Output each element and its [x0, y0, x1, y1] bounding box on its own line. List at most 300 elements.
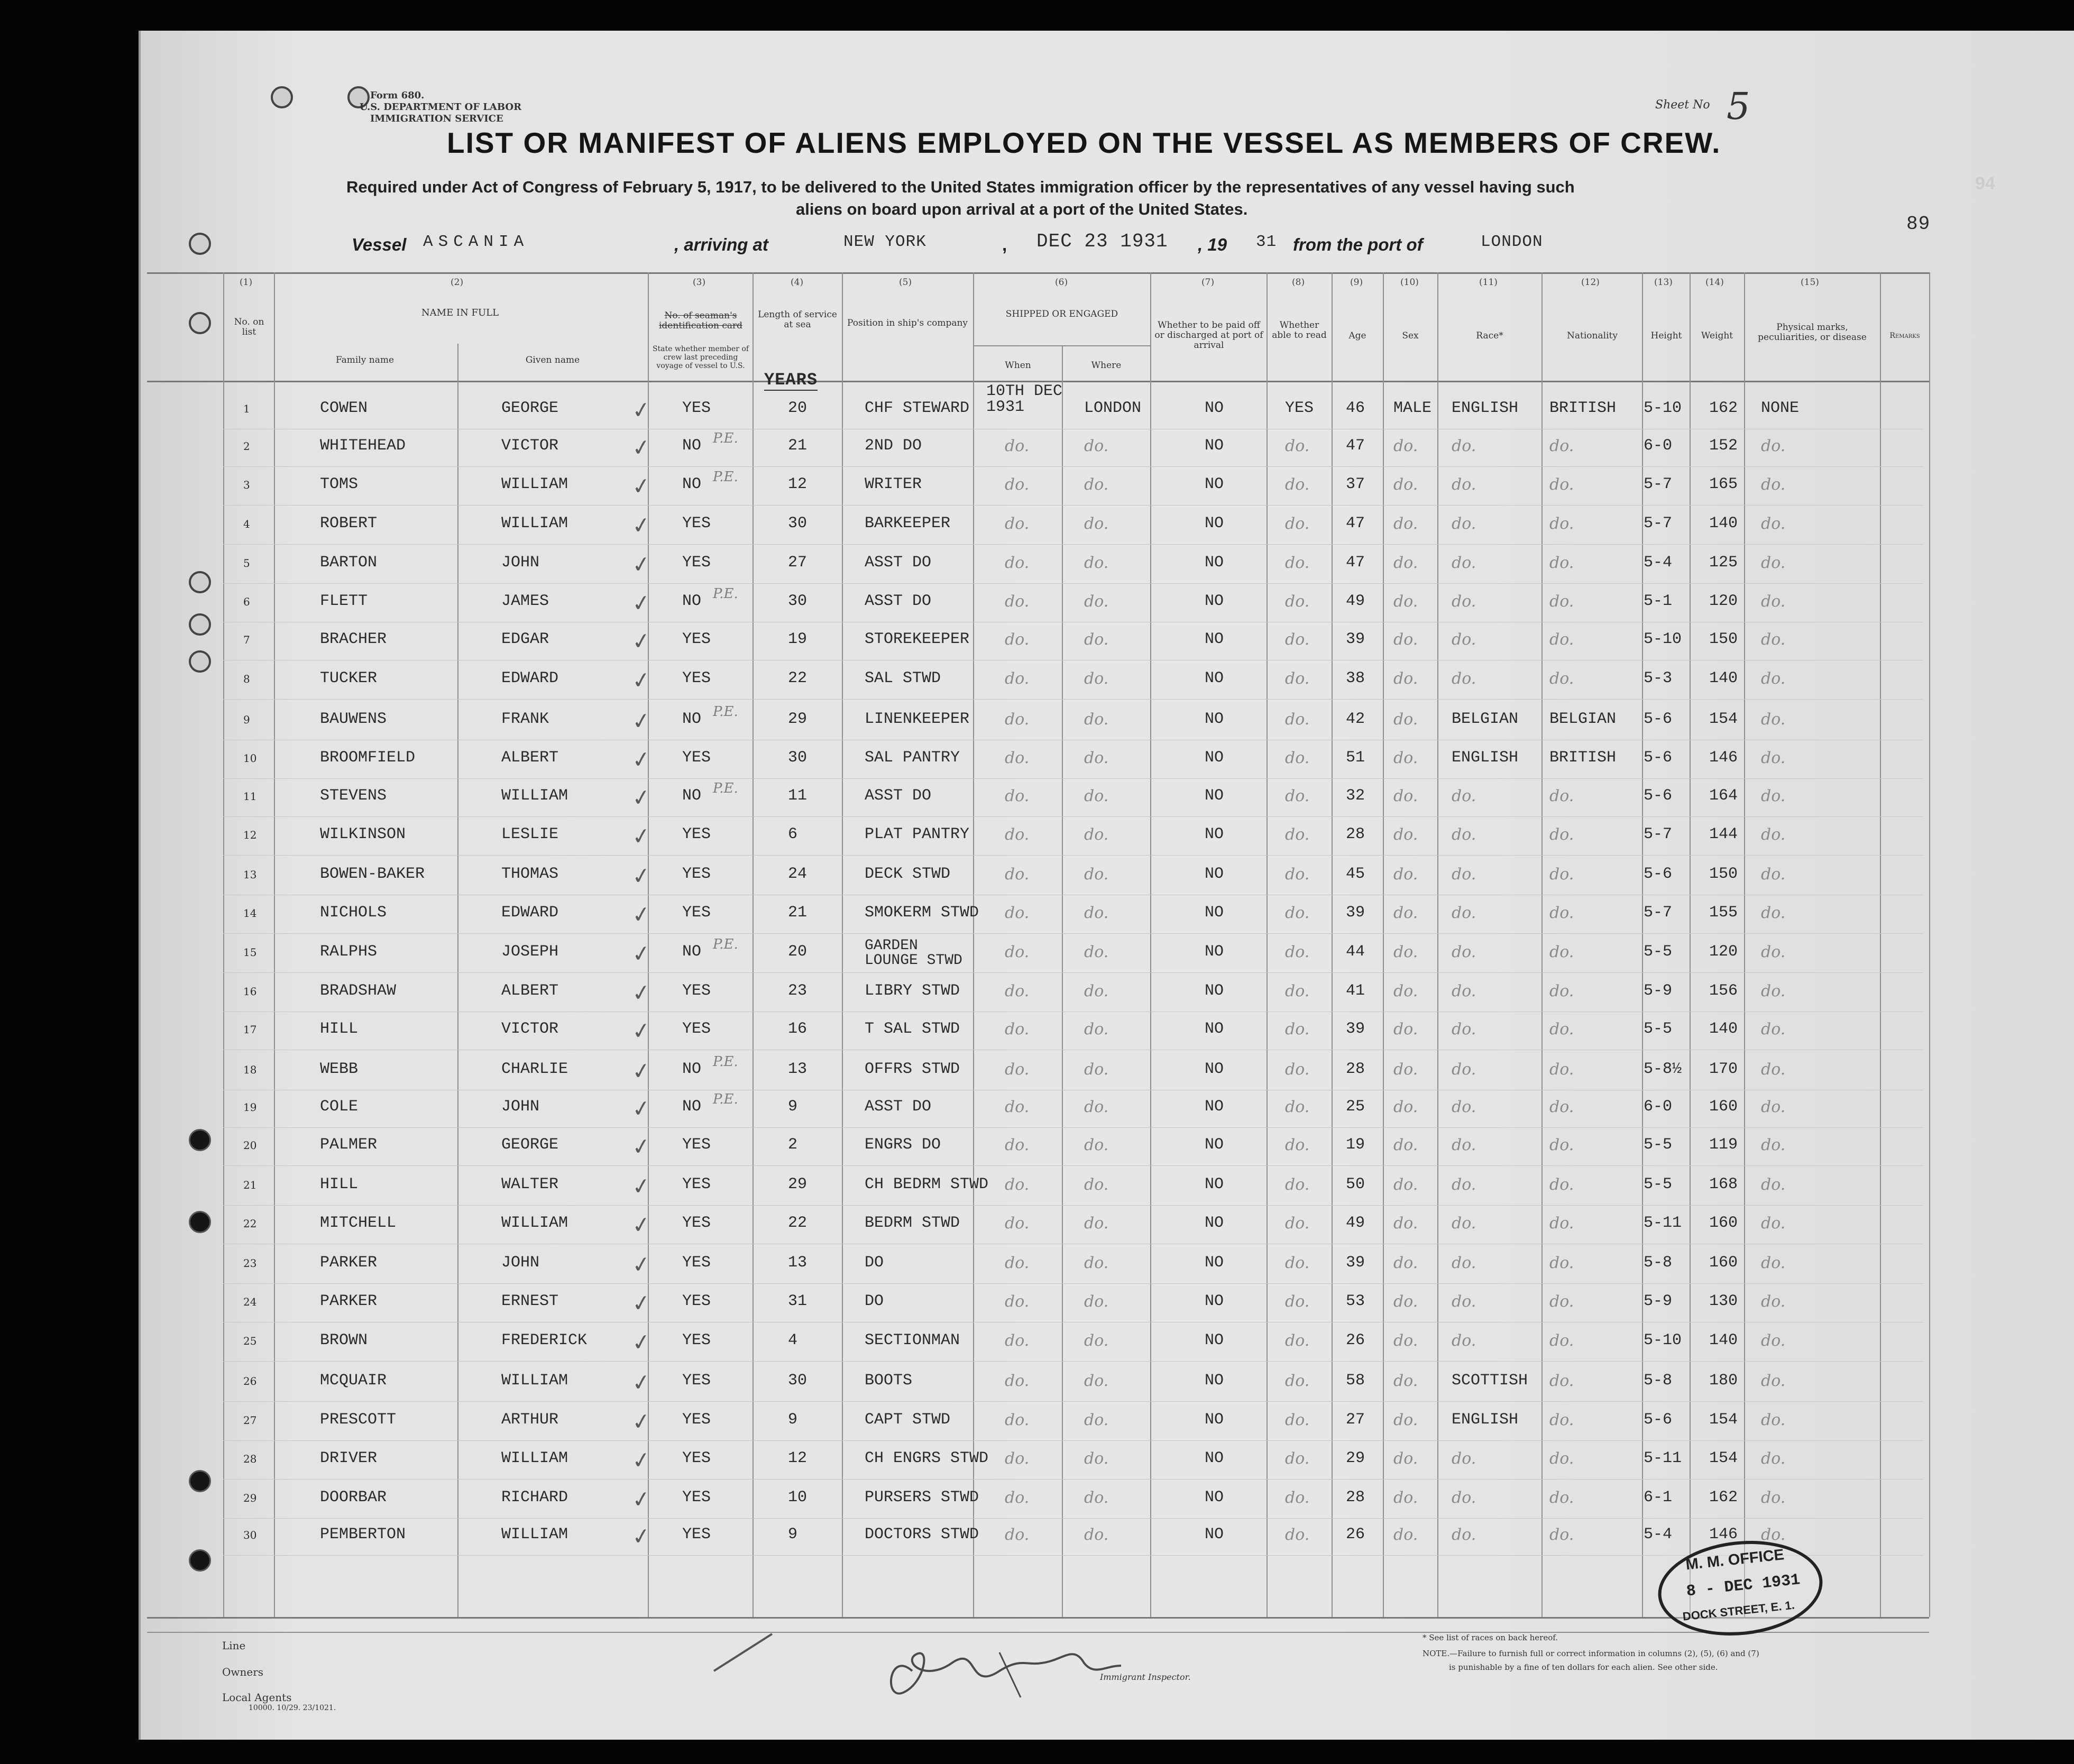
binder-hole [189, 1129, 211, 1151]
service-length: 22 [788, 669, 807, 687]
row-rule [223, 505, 1923, 506]
position: STOREKEEPER [865, 630, 970, 648]
print-code: 10000. 10/29. 23/1021. [249, 1704, 336, 1712]
column-rule [1062, 345, 1063, 1617]
nationality: BELGIAN [1549, 710, 1617, 728]
weight: 160 [1709, 1214, 1738, 1232]
physical-marks: do. [1761, 1411, 1786, 1429]
able-to-read: do. [1285, 1060, 1310, 1079]
race: do. [1452, 1136, 1476, 1154]
shipped-when: do. [1005, 1098, 1030, 1116]
row-number: 11 [243, 790, 257, 803]
row-rule [223, 1205, 1923, 1206]
checkmark-icon: ✓ [630, 666, 653, 695]
age: 27 [1346, 1411, 1365, 1429]
shipped-when: 10TH DEC 1931 [986, 382, 1063, 416]
binder-hole [189, 1470, 211, 1492]
row-rule [223, 1401, 1923, 1402]
previous-voyage: YES [682, 825, 711, 843]
position: BEDRM STWD [865, 1214, 960, 1232]
sex: do. [1393, 787, 1418, 805]
row-number: 4 [243, 518, 250, 530]
age: 49 [1346, 1214, 1365, 1232]
vessel-name: ASCANIA [423, 233, 529, 251]
column-rule [842, 272, 843, 1617]
previous-voyage: YES [682, 1372, 711, 1390]
checkmark-icon: ✓ [630, 1368, 653, 1397]
sex: do. [1393, 514, 1418, 533]
col-num: (3) [693, 277, 706, 288]
previous-voyage: YES [682, 554, 711, 572]
weight: 146 [1709, 1526, 1738, 1544]
previous-voyage: YES [682, 904, 711, 922]
race: do. [1452, 1254, 1476, 1272]
weight: 140 [1709, 1020, 1738, 1038]
weight: 140 [1709, 1331, 1738, 1349]
paid-off: NO [1205, 1489, 1224, 1506]
sex: do. [1393, 749, 1418, 767]
row-number: 27 [243, 1414, 257, 1427]
shipped-where: do. [1084, 514, 1109, 533]
shipped-where: do. [1084, 1411, 1109, 1429]
weight: 130 [1709, 1292, 1738, 1310]
checkmark-icon: ✓ [630, 939, 653, 968]
able-to-read: do. [1285, 1098, 1310, 1116]
paid-off: NO [1205, 1372, 1224, 1390]
row-rule [223, 1479, 1923, 1480]
row-number: 6 [243, 595, 250, 608]
header-able-to-read: Whether able to read [1272, 320, 1327, 341]
header-age: Age [1348, 330, 1366, 341]
column-rule [457, 344, 458, 1617]
checkmark-icon: ✓ [630, 1250, 653, 1279]
shipped-where: do. [1084, 982, 1109, 1000]
voyage-year: 31 [1256, 233, 1277, 251]
race: do. [1452, 904, 1476, 922]
position: SECTIONMAN [865, 1331, 960, 1349]
age: 53 [1346, 1292, 1365, 1310]
inspector-signature [703, 1613, 1232, 1713]
race: do. [1452, 1449, 1476, 1468]
checkmark-icon: ✓ [630, 1094, 653, 1123]
footnote-fine: is punishable by a fine of ten dollars for each alien. See other side. [1449, 1662, 1718, 1672]
paid-off: NO [1205, 1060, 1224, 1078]
physical-marks: do. [1761, 1331, 1786, 1350]
age: 44 [1346, 943, 1365, 961]
col-num: (12) [1581, 277, 1600, 288]
family-name: BOWEN-BAKER [320, 865, 425, 883]
family-name: BROWN [320, 1331, 368, 1349]
shipped-when: do. [1005, 630, 1030, 649]
sheet-label: Sheet No [1655, 98, 1710, 112]
height: 5-5 [1644, 943, 1673, 961]
row-number: 28 [243, 1453, 257, 1465]
age: 39 [1346, 1254, 1365, 1272]
weight: 120 [1709, 943, 1738, 961]
row-number: 1 [243, 402, 250, 415]
sex: do. [1393, 1175, 1418, 1194]
row-rule [223, 1555, 1923, 1556]
col-num: (10) [1400, 277, 1419, 288]
checkmark-icon: ✓ [630, 1522, 653, 1551]
shipped-when: do. [1005, 1254, 1030, 1272]
height: 5-9 [1644, 982, 1673, 1000]
weight: 168 [1709, 1175, 1738, 1193]
able-to-read: do. [1285, 669, 1310, 688]
race: do. [1452, 787, 1476, 805]
previous-voyage: YES [682, 669, 711, 687]
shipped-where: LONDON [1084, 399, 1142, 417]
row-rule [223, 1440, 1923, 1441]
row-number: 21 [243, 1179, 257, 1191]
header-height: Height [1650, 330, 1682, 341]
position: SAL PANTRY [865, 749, 960, 767]
paid-off: NO [1205, 710, 1224, 728]
paid-off: NO [1205, 475, 1224, 493]
binder-hole [271, 86, 293, 108]
col-num: (13) [1654, 277, 1673, 288]
physical-marks: do. [1761, 787, 1786, 805]
race: do. [1452, 630, 1476, 649]
checkmark-icon: ✓ [630, 1132, 653, 1161]
shipped-when: do. [1005, 710, 1030, 729]
shipped-when: do. [1005, 1292, 1030, 1311]
race: do. [1452, 554, 1476, 572]
position: GARDEN LOUNGE STWD [865, 938, 962, 969]
row-rule [223, 583, 1923, 584]
shipped-when: do. [1005, 904, 1030, 922]
row-number: 24 [243, 1296, 257, 1308]
age: 47 [1346, 514, 1365, 532]
family-name: PEMBERTON [320, 1526, 406, 1544]
stamp-date: 8 - DEC 1931 [1685, 1571, 1801, 1601]
row-number: 9 [243, 713, 250, 726]
family-name: BRACHER [320, 630, 387, 648]
shipped-when: do. [1005, 1060, 1030, 1079]
physical-marks: do. [1761, 710, 1786, 729]
row-rule [223, 1165, 1923, 1166]
previous-voyage: YES [682, 1526, 711, 1544]
weight: 154 [1709, 1411, 1738, 1429]
service-length: 27 [788, 554, 807, 572]
given-name: ALBERT [501, 749, 559, 767]
given-name: EDGAR [501, 630, 549, 648]
nationality: do. [1549, 1020, 1574, 1039]
able-to-read: do. [1285, 904, 1310, 922]
family-name: TOMS [320, 475, 359, 493]
age: 47 [1346, 437, 1365, 455]
column-rule [1690, 272, 1691, 1617]
given-name: JOHN [501, 554, 540, 572]
race: do. [1452, 982, 1476, 1000]
able-to-read: do. [1285, 592, 1310, 611]
position: SMOKERM STWD [865, 904, 979, 922]
previous-voyage: YES [682, 1136, 711, 1154]
family-name: PARKER [320, 1254, 378, 1272]
age: 26 [1346, 1331, 1365, 1349]
given-name: EDWARD [501, 904, 559, 922]
previous-voyage: NO [682, 437, 702, 455]
physical-marks: do. [1761, 1175, 1786, 1194]
race: ENGLISH [1452, 749, 1519, 767]
given-name: EDWARD [501, 669, 559, 687]
physical-marks: do. [1761, 475, 1786, 494]
sex: do. [1393, 1526, 1418, 1544]
position: CHF STEWARD [865, 399, 970, 417]
shipped-where: do. [1084, 1060, 1109, 1079]
column-rule [1150, 272, 1151, 1617]
checkmark-icon: ✓ [630, 1485, 653, 1514]
physical-marks: do. [1761, 865, 1786, 884]
column-rule [973, 272, 974, 1617]
service-length: 2 [788, 1136, 798, 1154]
able-to-read: do. [1285, 630, 1310, 649]
shipped-where: do. [1084, 1098, 1109, 1116]
sex: do. [1393, 1489, 1418, 1507]
shipped-where: do. [1084, 1372, 1109, 1390]
able-to-read: do. [1285, 514, 1310, 533]
row-number: 30 [243, 1529, 257, 1541]
able-to-read: do. [1285, 943, 1310, 961]
able-to-read: do. [1285, 865, 1310, 884]
family-name: FLETT [320, 592, 368, 610]
previous-voyage: YES [682, 1489, 711, 1506]
paid-off: NO [1205, 865, 1224, 883]
header-no-on-list: No. on list [234, 317, 264, 337]
nationality: do. [1549, 475, 1574, 494]
weight: 146 [1709, 749, 1738, 767]
paid-off: NO [1205, 592, 1224, 610]
weight: 170 [1709, 1060, 1738, 1078]
row-number: 18 [243, 1063, 257, 1076]
pe-annotation: P.E. [713, 586, 738, 602]
checkmark-icon: ✓ [630, 1328, 653, 1357]
family-name: BROOMFIELD [320, 749, 416, 767]
col-num: (8) [1292, 277, 1305, 288]
shipped-where: do. [1084, 1020, 1109, 1039]
height: 5-4 [1644, 1526, 1673, 1544]
family-name: BRADSHAW [320, 982, 397, 1000]
given-name: WILLIAM [501, 787, 568, 805]
race: do. [1452, 1175, 1476, 1194]
previous-voyage: YES [682, 1214, 711, 1232]
shipped-when: do. [1005, 787, 1030, 805]
binder-hole [189, 233, 211, 255]
given-name: JAMES [501, 592, 549, 610]
shipped-when: do. [1005, 1526, 1030, 1544]
shipped-when: do. [1005, 1175, 1030, 1194]
years-unit: YEARS [764, 370, 818, 390]
checkmark-icon: ✓ [630, 472, 653, 501]
row-rule [223, 699, 1923, 700]
column-rule [1642, 272, 1643, 1617]
shipped-when: do. [1005, 554, 1030, 572]
position: SAL STWD [865, 669, 941, 687]
column-rule [1744, 272, 1745, 1617]
shipped-when: do. [1005, 475, 1030, 494]
shipped-where: do. [1084, 437, 1109, 455]
shipped-when: do. [1005, 1372, 1030, 1390]
physical-marks: do. [1761, 1372, 1786, 1390]
physical-marks: do. [1761, 630, 1786, 649]
nationality: do. [1549, 982, 1574, 1000]
col-num: (6) [1055, 277, 1068, 288]
nationality: BRITISH [1549, 749, 1617, 767]
paid-off: NO [1205, 1175, 1224, 1193]
checkmark-icon: ✓ [630, 396, 653, 425]
checkmark-icon: ✓ [630, 822, 653, 851]
weight: 150 [1709, 865, 1738, 883]
paid-off: NO [1205, 825, 1224, 843]
race: do. [1452, 865, 1476, 884]
height: 5-10 [1644, 1331, 1682, 1349]
row-rule [223, 778, 1923, 779]
sex: MALE [1393, 399, 1432, 417]
age: 26 [1346, 1526, 1365, 1544]
previous-voyage: YES [682, 1254, 711, 1272]
position: PURSERS STWD [865, 1489, 979, 1506]
shipped-when: do. [1005, 943, 1030, 961]
weight: 165 [1709, 475, 1738, 493]
header-position: Position in ship's company [847, 318, 968, 328]
checkmark-icon: ✓ [630, 1210, 653, 1239]
given-name: FRANK [501, 710, 549, 728]
checkmark-icon: ✓ [630, 706, 653, 736]
col-num: (5) [899, 277, 912, 288]
race: do. [1452, 1020, 1476, 1039]
shipped-where: do. [1084, 475, 1109, 494]
physical-marks: do. [1761, 943, 1786, 961]
pe-annotation: P.E. [713, 936, 738, 952]
family-name: DRIVER [320, 1449, 378, 1467]
previous-voyage: NO [682, 1060, 702, 1078]
department-label: U.S. DEPARTMENT OF LABOR [360, 102, 522, 113]
family-name: WEBB [320, 1060, 359, 1078]
family-name: PRESCOTT [320, 1411, 397, 1429]
column-rule [1437, 272, 1438, 1617]
given-name: WILLIAM [501, 1214, 568, 1232]
stamp-top-text: M. M. OFFICE [1685, 1546, 1785, 1574]
nationality: do. [1549, 1214, 1574, 1233]
position: WRITER [865, 475, 922, 493]
physical-marks: do. [1761, 982, 1786, 1000]
height: 5-7 [1644, 825, 1673, 843]
age: 51 [1346, 749, 1365, 767]
weight: 180 [1709, 1372, 1738, 1390]
sex: do. [1393, 1449, 1418, 1468]
shipped-when: do. [1005, 1214, 1030, 1233]
header-where: Where [1091, 360, 1122, 371]
paid-off: NO [1205, 554, 1224, 572]
row-number: 16 [243, 985, 257, 998]
pe-annotation: P.E. [713, 1091, 738, 1107]
family-name: PARKER [320, 1292, 378, 1310]
previous-voyage: YES [682, 865, 711, 883]
able-to-read: do. [1285, 825, 1310, 844]
family-name: COLE [320, 1098, 359, 1116]
nationality: do. [1549, 1489, 1574, 1507]
weight: 160 [1709, 1098, 1738, 1116]
weight: 156 [1709, 982, 1738, 1000]
service-length: 31 [788, 1292, 807, 1310]
physical-marks: do. [1761, 1098, 1786, 1116]
nationality: do. [1549, 1136, 1574, 1154]
checkmark-icon: ✓ [630, 861, 653, 890]
age: 50 [1346, 1175, 1365, 1193]
family-name: COWEN [320, 399, 368, 417]
checkmark-icon: ✓ [630, 433, 653, 462]
sex: do. [1393, 825, 1418, 844]
row-rule [223, 1518, 1923, 1519]
service-length: 4 [788, 1331, 798, 1349]
folio-number: 89 [1906, 213, 1931, 235]
height: 5-1 [1644, 592, 1673, 610]
position: 2ND DO [865, 437, 922, 455]
race: do. [1452, 514, 1476, 533]
age: 39 [1346, 630, 1365, 648]
service-length: 10 [788, 1489, 807, 1506]
row-number: 26 [243, 1375, 257, 1388]
nationality: do. [1549, 1098, 1574, 1116]
service-length: 21 [788, 437, 807, 455]
able-to-read: do. [1285, 1020, 1310, 1039]
row-number: 15 [243, 946, 257, 959]
race: do. [1452, 437, 1476, 455]
shipped-when: do. [1005, 1449, 1030, 1468]
able-to-read: do. [1285, 554, 1310, 572]
sex: do. [1393, 1292, 1418, 1311]
row-rule [223, 816, 1923, 817]
weight: 162 [1709, 1489, 1738, 1506]
nationality: do. [1549, 943, 1574, 961]
able-to-read: do. [1285, 1411, 1310, 1429]
position: BOOTS [865, 1372, 913, 1390]
checkmark-icon: ✓ [630, 589, 653, 618]
column-rule [274, 272, 275, 1617]
given-name: JOHN [501, 1254, 540, 1272]
age: 28 [1346, 825, 1365, 843]
given-name: ALBERT [501, 982, 559, 1000]
service-length: 30 [788, 592, 807, 610]
paid-off: NO [1205, 514, 1224, 532]
pe-annotation: P.E. [713, 704, 738, 720]
shipped-where: do. [1084, 1254, 1109, 1272]
sex: do. [1393, 1254, 1418, 1272]
physical-marks: do. [1761, 592, 1786, 611]
given-name: VICTOR [501, 437, 559, 455]
previous-voyage: NO [682, 787, 702, 805]
able-to-read: do. [1285, 1526, 1310, 1544]
footnote-races: * See list of races on back hereof. [1423, 1633, 1558, 1642]
header-paid-off: Whether to be paid off or discharged at port of arrival [1154, 320, 1263, 351]
row-rule [223, 855, 1923, 856]
paid-off: NO [1205, 749, 1224, 767]
height: 5-11 [1644, 1214, 1682, 1232]
shipped-where: do. [1084, 1526, 1109, 1544]
shipped-when: do. [1005, 825, 1030, 844]
page-title: LIST OR MANIFEST OF ALIENS EMPLOYED ON THE VESSEL AS MEMBERS OF CREW. [447, 126, 1721, 159]
height: 6-0 [1644, 437, 1673, 455]
family-name: WILKINSON [320, 825, 406, 843]
shipped-where: do. [1084, 865, 1109, 884]
service-length: 30 [788, 514, 807, 532]
binder-hole [189, 650, 211, 673]
shipped-where: do. [1084, 1175, 1109, 1194]
height: 5-5 [1644, 1175, 1673, 1193]
sex: do. [1393, 437, 1418, 455]
given-name: JOHN [501, 1098, 540, 1116]
race: do. [1452, 669, 1476, 688]
